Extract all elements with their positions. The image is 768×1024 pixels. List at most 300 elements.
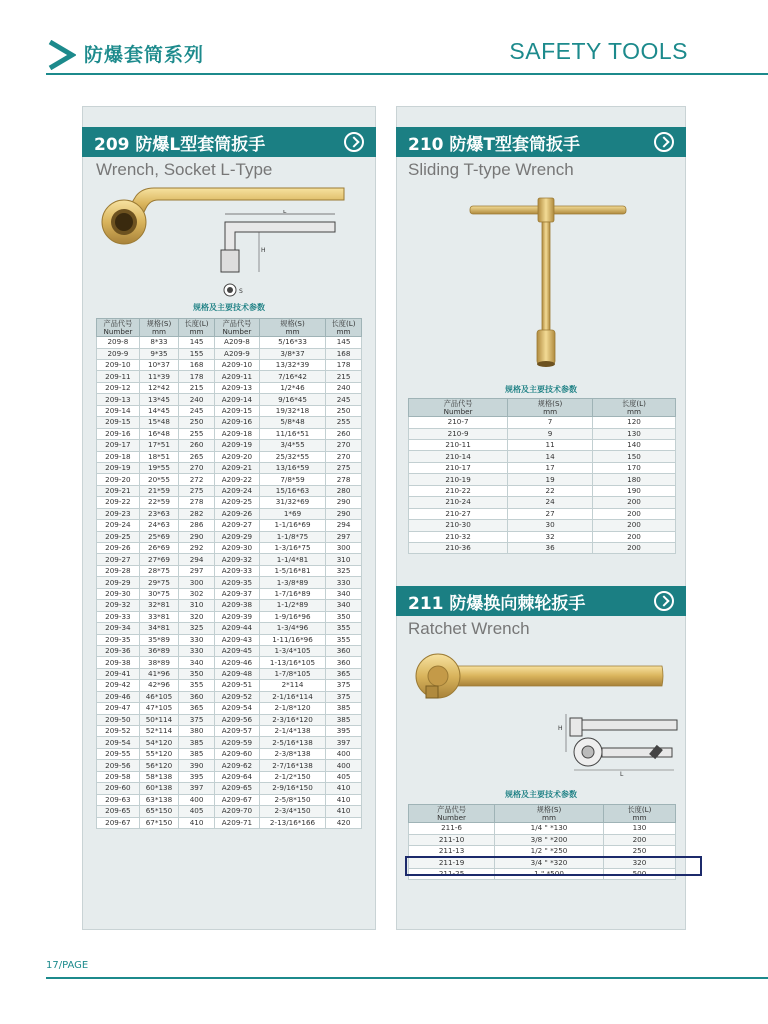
table-cell: 385	[179, 737, 215, 748]
table-cell: 30	[508, 520, 593, 531]
table-cell: 405	[326, 771, 362, 782]
column-header-unit: Number	[437, 812, 466, 822]
table-cell: 209-58	[97, 771, 140, 782]
table-cell: 1/2*46	[259, 382, 325, 393]
table-cell: 250	[326, 405, 362, 416]
table-cell: 380	[179, 726, 215, 737]
table-cell: 209-19	[97, 462, 140, 473]
table-cell: 10*37	[139, 360, 178, 371]
table-cell: 20*55	[139, 474, 178, 485]
table-cell: 32	[508, 531, 593, 542]
table-cell: A209-44	[214, 623, 259, 634]
table-cell: A209-45	[214, 645, 259, 656]
table-cell: 38*89	[139, 657, 178, 668]
table-row	[97, 462, 362, 473]
table-row	[97, 451, 362, 462]
column-header-unit: Number	[443, 406, 473, 416]
table-cell: 17	[508, 462, 593, 473]
table-cell: 1-13/16*105	[259, 657, 325, 668]
table-cell: 210-24	[409, 497, 508, 508]
section-211-header	[396, 586, 686, 616]
table-cell: A209-10	[214, 360, 259, 371]
table-cell: 272	[179, 474, 215, 485]
table-cell: 209-30	[97, 588, 140, 599]
column-header	[409, 399, 508, 417]
column-header-unit: mm	[285, 326, 300, 336]
section-209-spec-title: 规格及主要技术参数	[193, 303, 265, 312]
section-209-header	[82, 127, 376, 157]
table-cell: 260	[326, 428, 362, 439]
table-cell: 330	[179, 645, 215, 656]
table-cell: 170	[592, 462, 675, 473]
table-cell: 375	[179, 714, 215, 725]
page-number: 17/PAGE	[46, 960, 89, 971]
table-cell: 168	[326, 348, 362, 359]
column-header	[139, 319, 178, 337]
table-cell: 2-1/8*120	[259, 703, 325, 714]
table-cell: 209-41	[97, 668, 140, 679]
table-cell: 209-35	[97, 634, 140, 645]
table-cell: 209-27	[97, 554, 140, 565]
table-cell: 250	[603, 846, 675, 857]
table-cell: 209-13	[97, 394, 140, 405]
column-header-cn: 规格(S)	[536, 805, 562, 814]
ratchet-wrench-diagram	[556, 712, 681, 777]
table-cell: 325	[326, 565, 362, 576]
column-header-unit: mm	[151, 326, 166, 336]
table-cell: 209-33	[97, 611, 140, 622]
section-210-header	[396, 127, 686, 157]
table-cell: 13/32*39	[259, 360, 325, 371]
table-cell: 25/32*55	[259, 451, 325, 462]
table-cell: 209-26	[97, 543, 140, 554]
brand-title: SAFETY TOOLS	[509, 38, 688, 64]
table-row	[409, 834, 676, 845]
table-cell: 275	[179, 485, 215, 496]
column-header-cn: 产品代号	[437, 805, 466, 814]
table-cell: 215	[179, 382, 215, 393]
column-header-unit: mm	[336, 326, 351, 336]
table-cell: 211-10	[409, 834, 495, 845]
table-cell: A209-30	[214, 543, 259, 554]
table-cell: 178	[179, 371, 215, 382]
table-row	[97, 497, 362, 508]
table-cell: 340	[326, 600, 362, 611]
table-cell: A209-70	[214, 806, 259, 817]
table-cell: 320	[603, 857, 675, 868]
table-cell: 209-34	[97, 623, 140, 634]
table-cell: A209-25	[214, 497, 259, 508]
diagram-l-label: L	[620, 771, 624, 777]
table-row	[97, 691, 362, 702]
table-cell: 209-11	[97, 371, 140, 382]
table-cell: 385	[326, 703, 362, 714]
table-cell: 210-30	[409, 520, 508, 531]
column-header-unit: mm	[189, 326, 204, 336]
table-cell: 209-29	[97, 577, 140, 588]
table-cell: 209-54	[97, 737, 140, 748]
table-cell: 209-52	[97, 726, 140, 737]
table-cell: 120	[592, 417, 675, 428]
table-cell: 3/8*37	[259, 348, 325, 359]
table-cell: 15*48	[139, 417, 178, 428]
section-210-subtitle: Sliding T-type Wrench	[408, 160, 574, 179]
table-cell: 28*75	[139, 565, 178, 576]
table-cell: 27	[508, 508, 593, 519]
table-cell: 1-3/8*89	[259, 577, 325, 588]
table-cell: 2-7/16*138	[259, 760, 325, 771]
table-row	[409, 485, 676, 496]
table-cell: A209-57	[214, 726, 259, 737]
table-cell: 209-21	[97, 485, 140, 496]
table-cell: 180	[592, 474, 675, 485]
table-cell: 145	[179, 337, 215, 348]
table-cell: 209-23	[97, 508, 140, 519]
table-cell: 260	[179, 440, 215, 451]
table-cell: A209-65	[214, 783, 259, 794]
table-cell: 11*39	[139, 371, 178, 382]
t-wrench-image	[468, 196, 628, 376]
table-cell: 286	[179, 520, 215, 531]
table-row	[97, 360, 362, 371]
table-cell: 1-1/2*89	[259, 600, 325, 611]
table-row	[97, 794, 362, 805]
table-row	[97, 726, 362, 737]
column-header-cn: 规格(S)	[146, 319, 172, 328]
section-210-spec-title: 规格及主要技术参数	[505, 385, 577, 394]
table-cell: 211-13	[409, 846, 495, 857]
table-row	[97, 405, 362, 416]
table-cell: A209-39	[214, 611, 259, 622]
table-cell: 209-63	[97, 794, 140, 805]
table-cell: A209-20	[214, 451, 259, 462]
table-cell: 1 " *500	[495, 868, 604, 879]
table-cell: 390	[179, 760, 215, 771]
table-cell: A209-35	[214, 577, 259, 588]
table-cell: 9*35	[139, 348, 178, 359]
page-title: 防爆套筒系列	[84, 44, 205, 66]
table-cell: 13*45	[139, 394, 178, 405]
table-cell: 209-36	[97, 645, 140, 656]
table-cell: 209-25	[97, 531, 140, 542]
table-row	[97, 760, 362, 771]
table-cell: 41*96	[139, 668, 178, 679]
table-cell: 270	[326, 440, 362, 451]
table-cell: 209-46	[97, 691, 140, 702]
table-cell: 278	[326, 474, 362, 485]
table-row	[409, 440, 676, 451]
table-cell: 7	[508, 417, 593, 428]
table-cell: 2-1/2*150	[259, 771, 325, 782]
table-cell: 16*48	[139, 428, 178, 439]
table-cell: A209-54	[214, 703, 259, 714]
table-cell: 210-11	[409, 440, 508, 451]
table-cell: 210-17	[409, 462, 508, 473]
table-cell: 130	[603, 823, 675, 834]
table-cell: 355	[326, 634, 362, 645]
table-cell: 294	[179, 554, 215, 565]
table-cell: 200	[592, 542, 675, 553]
table-cell: 210-22	[409, 485, 508, 496]
table-cell: 210-27	[409, 508, 508, 519]
table-cell: 255	[326, 417, 362, 428]
table-cell: 400	[179, 794, 215, 805]
table-cell: 11	[508, 440, 593, 451]
table-cell: 7/8*59	[259, 474, 325, 485]
table-row	[97, 428, 362, 439]
table-cell: 42*96	[139, 680, 178, 691]
table-cell: 355	[326, 623, 362, 634]
table-cell: 209-14	[97, 405, 140, 416]
column-header-cn: 长度(L)	[331, 319, 356, 328]
table-cell: 36	[508, 542, 593, 553]
table-row	[97, 714, 362, 725]
table-row	[409, 531, 676, 542]
table-row	[409, 451, 676, 462]
table-cell: 8*33	[139, 337, 178, 348]
column-header-unit: Number	[222, 326, 252, 336]
table-cell: 211-6	[409, 823, 495, 834]
column-header	[259, 319, 325, 337]
table-cell: 209-12	[97, 382, 140, 393]
table-cell: 375	[326, 680, 362, 691]
table-row	[97, 337, 362, 348]
highlighted-row-outline	[405, 856, 702, 876]
table-cell: 290	[179, 531, 215, 542]
table-row	[409, 542, 676, 553]
table-cell: 24*63	[139, 520, 178, 531]
table-row	[97, 474, 362, 485]
table-cell: 11/16*51	[259, 428, 325, 439]
table-cell: 130	[592, 428, 675, 439]
table-cell: 150	[592, 451, 675, 462]
table-cell: 290	[326, 508, 362, 519]
section-211-title: 211 防爆换向棘轮扳手	[408, 593, 586, 614]
column-header-cn: 产品代号	[222, 319, 252, 328]
table-cell: A209-24	[214, 485, 259, 496]
table-cell: 400	[326, 748, 362, 759]
table-row	[97, 394, 362, 405]
table-cell: A209-60	[214, 748, 259, 759]
table-cell: 410	[326, 794, 362, 805]
table-cell: A209-71	[214, 817, 259, 828]
table-row	[409, 497, 676, 508]
table-row	[409, 520, 676, 531]
table-cell: 5/16*33	[259, 337, 325, 348]
table-cell: 280	[326, 485, 362, 496]
table-cell: 25*69	[139, 531, 178, 542]
table-cell: A209-62	[214, 760, 259, 771]
table-cell: A209-16	[214, 417, 259, 428]
table-row	[97, 508, 362, 519]
table-cell: 300	[179, 577, 215, 588]
table-row	[97, 440, 362, 451]
table-cell: 13/16*59	[259, 462, 325, 473]
table-row	[409, 417, 676, 428]
table-row	[97, 382, 362, 393]
table-cell: 34*81	[139, 623, 178, 634]
table-cell: 278	[179, 497, 215, 508]
table-cell: 1-1/8*75	[259, 531, 325, 542]
column-header	[409, 805, 495, 823]
table-cell: 56*120	[139, 760, 178, 771]
table-cell: A209-15	[214, 405, 259, 416]
l-wrench-diagram	[215, 210, 345, 302]
table-cell: 209-10	[97, 360, 140, 371]
table-cell: 21*59	[139, 485, 178, 496]
table-cell: A209-33	[214, 565, 259, 576]
table-cell: A209-22	[214, 474, 259, 485]
table-cell: 9/16*45	[259, 394, 325, 405]
table-cell: A209-13	[214, 382, 259, 393]
table-cell: 200	[603, 834, 675, 845]
column-header	[179, 319, 215, 337]
table-cell: A209-64	[214, 771, 259, 782]
table-cell: 19/32*18	[259, 405, 325, 416]
table-row	[97, 623, 362, 634]
table-cell: 209-15	[97, 417, 140, 428]
table-row	[409, 428, 676, 439]
table-cell: 1/4 " *130	[495, 823, 604, 834]
table-cell: 400	[326, 760, 362, 771]
column-header-unit: Number	[103, 326, 133, 336]
table-cell: 2*114	[259, 680, 325, 691]
table-row	[97, 531, 362, 542]
diagram-l-label: L	[283, 210, 287, 215]
table-cell: 50*114	[139, 714, 178, 725]
table-cell: 15/16*63	[259, 485, 325, 496]
table-row	[97, 771, 362, 782]
go-arrow-icon[interactable]	[654, 591, 674, 611]
table-cell: 275	[326, 462, 362, 473]
table-cell: 270	[326, 451, 362, 462]
table-cell: 22*59	[139, 497, 178, 508]
table-cell: 12*42	[139, 382, 178, 393]
table-cell: 14*45	[139, 405, 178, 416]
table-cell: 1-5/16*81	[259, 565, 325, 576]
column-header-cn: 长度(L)	[184, 319, 209, 328]
table-cell: 145	[326, 337, 362, 348]
column-header	[592, 399, 675, 417]
table-cell: 397	[326, 737, 362, 748]
column-header	[603, 805, 675, 823]
table-cell: A209-51	[214, 680, 259, 691]
table-row	[97, 806, 362, 817]
table-cell: 47*105	[139, 703, 178, 714]
chevron-right-icon	[46, 40, 76, 70]
column-header-cn: 长度(L)	[627, 805, 652, 814]
table-cell: A209-59	[214, 737, 259, 748]
table-cell: A209-11	[214, 371, 259, 382]
table-cell: 3/4 " *320	[495, 857, 604, 868]
diagram-s-label: S	[239, 288, 243, 295]
table-cell: 33*81	[139, 611, 178, 622]
table-cell: 2-1/4*138	[259, 726, 325, 737]
table-cell: A209-9	[214, 348, 259, 359]
table-cell: 14	[508, 451, 593, 462]
column-header	[326, 319, 362, 337]
table-cell: 302	[179, 588, 215, 599]
table-cell: 209-55	[97, 748, 140, 759]
table-row	[97, 577, 362, 588]
section-209-spec-table	[96, 318, 362, 829]
table-row	[97, 783, 362, 794]
table-row	[97, 668, 362, 679]
table-cell: 405	[179, 806, 215, 817]
table-row	[409, 474, 676, 485]
table-cell: 209-50	[97, 714, 140, 725]
table-cell: 210-19	[409, 474, 508, 485]
table-cell: 360	[326, 645, 362, 656]
table-cell: 210-9	[409, 428, 508, 439]
table-cell: 9	[508, 428, 593, 439]
table-cell: 355	[179, 680, 215, 691]
table-row	[97, 588, 362, 599]
table-cell: 210-36	[409, 542, 508, 553]
table-cell: 58*138	[139, 771, 178, 782]
table-cell: 60*138	[139, 783, 178, 794]
table-cell: 209-38	[97, 657, 140, 668]
table-cell: A209-37	[214, 588, 259, 599]
column-header-unit: mm	[543, 406, 558, 416]
table-row	[409, 823, 676, 834]
table-cell: 245	[326, 394, 362, 405]
table-cell: 2-9/16*150	[259, 783, 325, 794]
table-row	[97, 417, 362, 428]
table-cell: 2-3/8*138	[259, 748, 325, 759]
table-cell: 209-20	[97, 474, 140, 485]
section-211-spec-title: 规格及主要技术参数	[505, 790, 577, 799]
table-cell: 255	[179, 428, 215, 439]
table-cell: 300	[326, 543, 362, 554]
column-header-unit: mm	[542, 812, 557, 822]
table-cell: 330	[326, 577, 362, 588]
table-cell: 1-1/16*69	[259, 520, 325, 531]
table-cell: 209-28	[97, 565, 140, 576]
table-cell: A209-8	[214, 337, 259, 348]
table-cell: 200	[592, 520, 675, 531]
table-cell: 2-5/16*138	[259, 737, 325, 748]
table-cell: A209-56	[214, 714, 259, 725]
table-row	[97, 703, 362, 714]
table-cell: 290	[326, 497, 362, 508]
table-cell: 65*150	[139, 806, 178, 817]
table-cell: 210-14	[409, 451, 508, 462]
table-cell: A209-46	[214, 657, 259, 668]
table-cell: 265	[179, 451, 215, 462]
table-cell: 32*81	[139, 600, 178, 611]
table-cell: 360	[326, 657, 362, 668]
table-cell: 282	[179, 508, 215, 519]
column-header-cn: 产品代号	[103, 319, 133, 328]
column-header-unit: mm	[632, 812, 647, 822]
table-row	[97, 634, 362, 645]
table-cell: 5/8*48	[259, 417, 325, 428]
table-cell: 1-3/4*105	[259, 645, 325, 656]
table-cell: 46*105	[139, 691, 178, 702]
table-cell: 209-60	[97, 783, 140, 794]
go-arrow-icon[interactable]	[654, 132, 674, 152]
column-header	[508, 399, 593, 417]
table-row	[97, 611, 362, 622]
table-cell: 215	[326, 371, 362, 382]
go-arrow-icon[interactable]	[344, 132, 364, 152]
table-cell: 365	[179, 703, 215, 714]
table-cell: 22	[508, 485, 593, 496]
column-header	[214, 319, 259, 337]
table-cell: 209-17	[97, 440, 140, 451]
column-header-cn: 规格(S)	[537, 399, 563, 408]
